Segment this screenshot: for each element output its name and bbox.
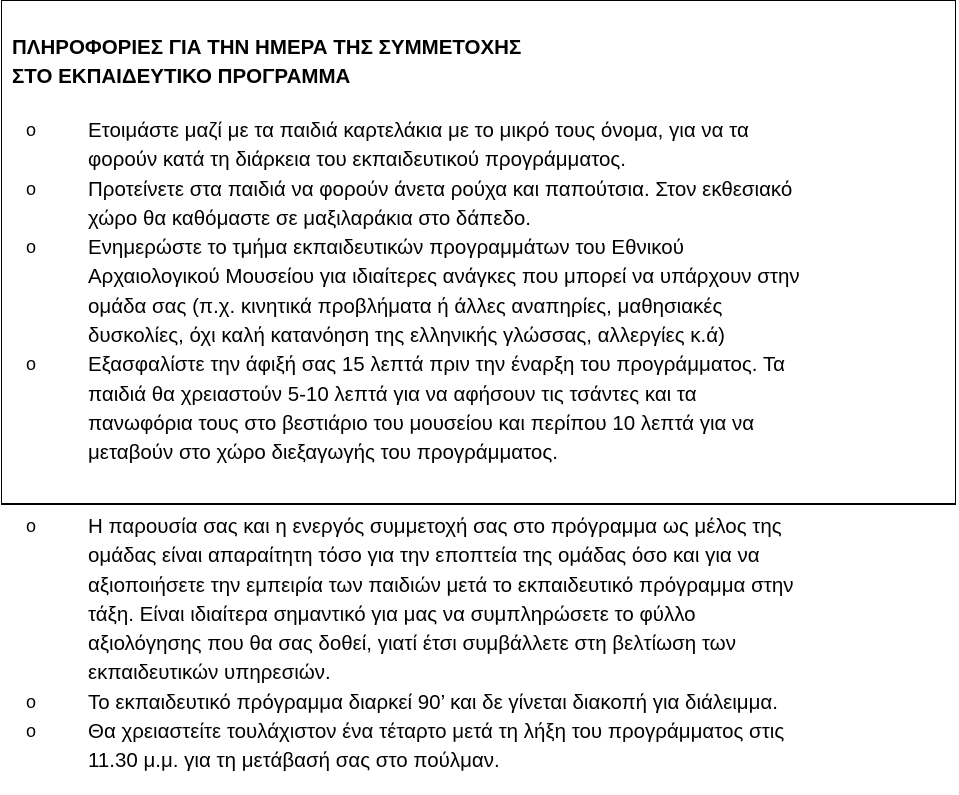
list-item	[0, 350, 959, 467]
preparation-list	[0, 116, 959, 468]
participation-list	[0, 512, 959, 776]
list-item-line: χώρο θα καθόμαστε σε μαξιλαράκια στο δάπεδο.	[88, 206, 531, 230]
list-item-line: δυσκολίες, όχι καλή κατανόηση της ελληνικής γλώσσας, αλλεργίες κ.ά)	[88, 324, 725, 348]
list-item-line: Ετοιμάστε μαζί με τα παιδιά καρτελάκια με το μικρό τους όνομα, για να τα	[88, 119, 749, 142]
list-item	[0, 688, 959, 717]
list-item	[0, 175, 959, 234]
bullet-icon: o	[26, 178, 37, 199]
list-item-line: Η παρουσία σας και η ενεργός συμμετοχή σας στο πρόγραμμα ως μέλος της	[88, 515, 782, 538]
list-item	[0, 512, 959, 688]
list-item	[0, 717, 959, 776]
list-item	[0, 233, 959, 350]
list-item-line: 11.30 μ.μ. για τη μετάβασή σας στο πούλμαν.	[88, 749, 500, 773]
list-item-line: Αρχαιολογικού Μουσείου για ιδιαίτερες ανάγκες που μπορεί να υπάρχουν στην	[88, 265, 800, 289]
list-item-line: φορούν κατά τη διάρκεια του εκπαιδευτικού προγράμματος.	[88, 148, 626, 172]
bullet-icon: o	[26, 237, 37, 258]
list-item-line: ομάδας είναι απαραίτητη τόσο για την εποπτεία της ομάδας όσο και για να	[88, 544, 760, 568]
list-item-line: Ενημερώστε το τμήμα εκπαιδευτικών προγραμμάτων του Εθνικού	[88, 236, 684, 260]
page-title	[12, 33, 932, 91]
list-item-line: Προτείνετε στα παιδιά να φορούν άνετα ρούχα και παπούτσια. Στον εκθεσιακό	[88, 177, 793, 201]
list-item-line: Θα χρειαστείτε τουλάχιστον ένα τέταρτο μετά τη λήξη του προγράμματος στις	[88, 720, 785, 744]
list-item	[0, 116, 959, 175]
list-item-line: ομάδα σας (π.χ. κινητικά προβλήματα ή άλλες αναπηρίες, μαθησιακές	[88, 294, 723, 318]
list-item-line: αξιολόγησης που θα σας δοθεί, γιατί έτσι συμβάλλετε στη βελτίωση των	[88, 632, 736, 656]
title-line: ΣΤΟ ΕΚΠΑΙΔΕΥΤΙΚΟ ΠΡΟΓΡΑΜΜΑ	[12, 65, 351, 88]
bullet-icon: o	[26, 691, 37, 712]
bullet-icon: o	[26, 516, 37, 536]
title-line: ΠΛΗΡΟΦΟΡΙΕΣ ΓΙΑ ΤΗΝ ΗΜΕΡΑ ΤΗΣ ΣΥΜΜΕΤΟΧΗΣ	[12, 36, 522, 59]
list-item-line: πανωφόρια τους στο βεστιάριο του μουσείου και περίπου 10 λεπτά για να	[88, 411, 755, 435]
list-item-line: μεταβούν στο χώρο διεξαγωγής του προγράμματος.	[88, 441, 558, 465]
bullet-icon: o	[26, 354, 37, 375]
list-item-line: αξιοποιήσετε την εμπειρία των παιδιών μετά το εκπαιδευτικό πρόγραμμα στην	[88, 573, 794, 597]
list-item-line: εκπαιδευτικών υπηρεσιών.	[88, 661, 331, 685]
list-item-line: Εξασφαλίστε την άφιξή σας 15 λεπτά πριν την έναρξη του προγράμματος. Τα	[88, 353, 785, 377]
list-item-line: τάξη. Είναι ιδιαίτερα σημαντικό για μας να συμπληρώσετε το φύλλο	[88, 602, 696, 626]
bullet-icon: o	[26, 721, 37, 742]
list-item-line: παιδιά θα χρειαστούν 5-10 λεπτά για να αφήσουν τις τσάντες και τα	[88, 382, 697, 406]
list-item-line: Το εκπαιδευτικό πρόγραμμα διαρκεί 90’ και δε γίνεται διακοπή για διάλειμμα.	[88, 690, 778, 714]
bullet-icon: o	[26, 120, 37, 140]
